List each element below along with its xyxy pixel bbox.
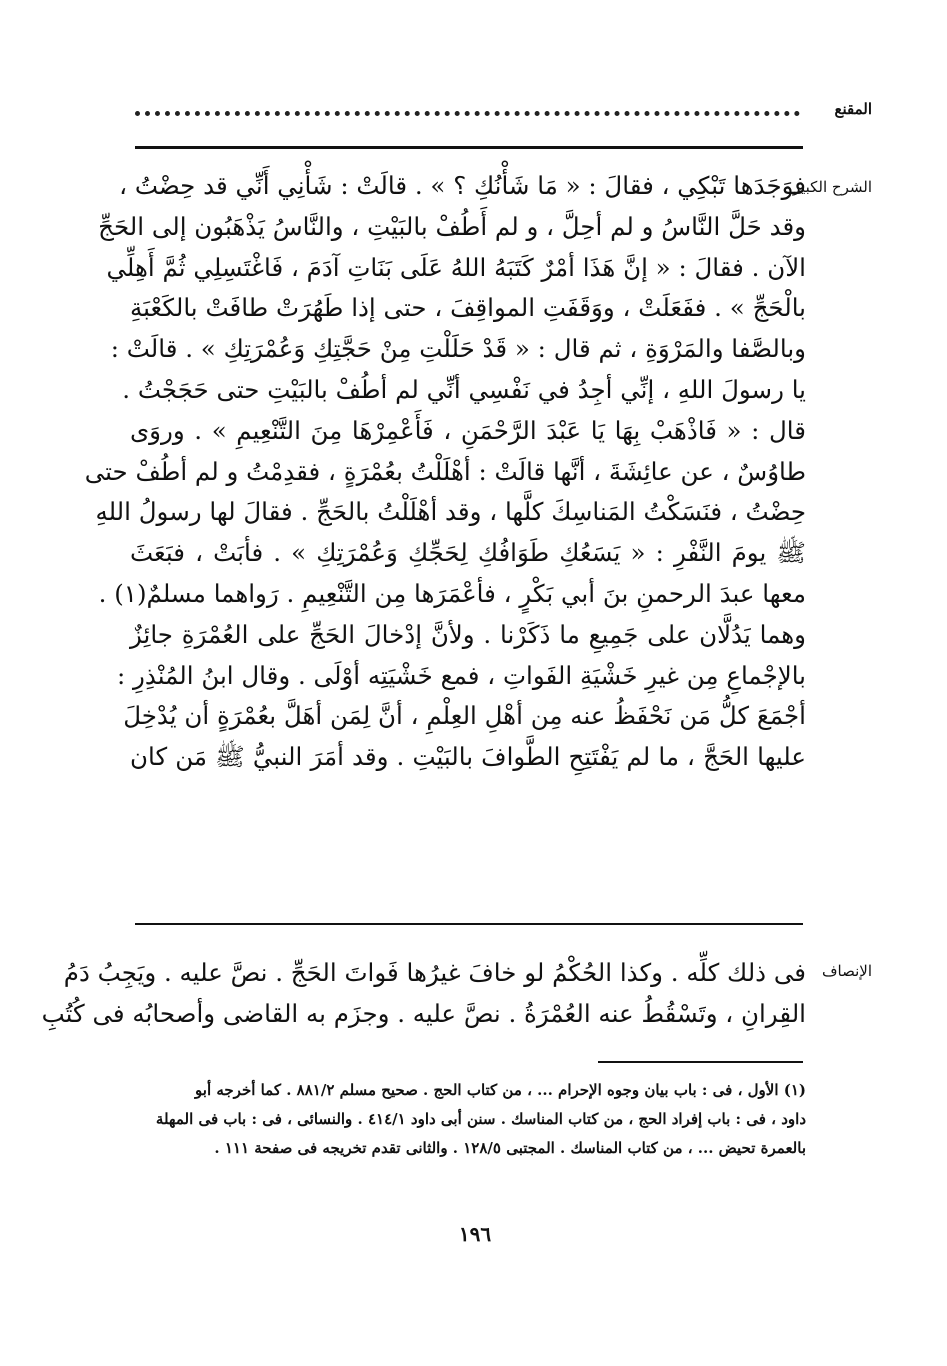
main-line: طاوُسٌ ، عن عائِشَةَ ، أنَّها قالَتْ : أهْلَلْتُ بعُمْرَةٍ ، فقدِمْتُ و لم أطُفْ حتى xyxy=(84,456,806,486)
insaf-line: القِرانِ ، وتَسْقُطُ عنه العُمْرَةُ . نصَّ عليه . وجزَم به القاضى وأصحابُه فى كُتُبِ xyxy=(41,999,806,1028)
header-dotted-rule xyxy=(135,104,800,116)
page-number: ١٩٦ xyxy=(458,1222,492,1246)
main-line: حِضْتُ ، فنَسَكْتُ المَناسِكَ كلَّها ، وقد أهْلَلْتُ بالحَجِّ . فقالَ لها رسولُ اللهِ xyxy=(95,497,806,527)
footnote-line: بالعمرة تحيض ... ، من كتاب المناسك . المجتبى ١٢٨/٥ . والثانى تقدم تخريجه فى صفحة ١١١ . xyxy=(214,1139,806,1157)
main-line: وقد حَلَّ النَّاسُ و لم أحِلَّ ، و لم أَطُفْ بالبَيْتِ ، والنَّاسُ يَذْهَبُون إلى الحَجِّ xyxy=(98,211,806,241)
footnote-line: (١) الأول ، فى : باب بيان وجوه الإحرام ... ، من كتاب الحج . صحيح مسلم ٨٨١/٢ . كما أخرجه أبو xyxy=(195,1081,806,1099)
main-line: معها عبدَ الرحمنِ بنَ أبي بَكْرٍ ، فأعْمَرَها مِن التَّنْعِيمِ . رَواهما مسلمٌ(١) . xyxy=(98,578,806,608)
main-line: أجْمَعَ كلُّ مَن نَحْفَظُ عنه مِن أهْلِ العِلْمِ ، أنَّ لِمَن أهَلَّ بعُمْرَةٍ أن يُدْخِلَ xyxy=(123,701,806,731)
main-line: عليها الحَجَّ ، ما لم يَفْتَتِحِ الطَّوافَ بالبَيْتِ . وقد أمَرَ النبيُّ ﷺ مَن كان xyxy=(130,742,806,772)
running-header-title: المقنع xyxy=(834,100,872,118)
main-line: قال : « فَاذْهَبْ بِهَا يَا عَبْدَ الرَّحْمَنِ ، فَأَعْمِرْهَا مِنَ التَّنْعِيمِ » . وروَى xyxy=(130,415,806,445)
main-line: وهما يَدُلَّان على جَمِيعِ ما ذَكَرْنا . ولأنَّ إدْخالَ الحَجِّ على العُمْرَةِ جائِزٌ xyxy=(130,619,806,649)
insaf-line: فى ذلك كلِّه . وكذا الحُكْمُ لو خافَ غيرُها فَواتَ الحَجِّ . نصَّ عليه . ويَجِبُ دَمُ xyxy=(63,958,806,987)
section-divider-rule xyxy=(135,923,803,925)
top-rule xyxy=(135,146,803,149)
sharh-section-label: الشرح الكبير xyxy=(792,178,872,196)
footnote-rule xyxy=(598,1061,803,1063)
main-line: بالْحَجِّ » . ففَعَلَتْ ، ووَقَفَتِ المواقِفَ ، حتى إذا طَهُرَتْ طافَتْ بالكَعْبَةِ xyxy=(130,293,806,323)
main-text-block xyxy=(84,166,806,778)
insaf-text-block xyxy=(41,952,806,1034)
main-line: فوَجَدَها تَبْكِي ، فقالَ : « مَا شَأْنُكِ ؟ » . قالَتْ : شَأْنِي أَنِّي قد حِضْتُ ، xyxy=(119,171,806,200)
footnote-line: داود ، فى : باب إفراد الحج ، من كتاب المناسك . سنن أبى داود ٤١٤/١ . والنسائى ، فى : باب فى المهلة xyxy=(155,1110,806,1128)
main-line: ﷺ يومَ النَّفْرِ : « يَسَعُكِ طَوَافُكِ لِحَجِّكِ وَعُمْرَتِكِ » . فأبَتْ ، فبَعَثَ xyxy=(130,538,806,568)
insaf-section-label: الإنصاف xyxy=(821,962,872,980)
main-line: بالإجْماعِ مِن غيرِ خَشْيَةِ الفَواتِ ، فمع خَشْيَتِه أوْلَى . وقال ابنُ المُنْذِرِ : xyxy=(116,660,806,690)
main-line: يا رسولَ اللهِ ، إنِّي أجِدُ في نَفْسِي أنِّي لم أطُفْ بالبَيْتِ حتى حَجَجْتُ . xyxy=(122,374,806,404)
main-line: وبالصَّفا والمَرْوَةِ ، ثم قال : « قَدْ حَلَلْتِ مِنْ حَجَّتِكِ وَعُمْرَتِكِ » . قالَتْ : xyxy=(110,334,806,364)
footnote-block xyxy=(130,1076,806,1163)
main-line: الآن . فقالَ : « إنَّ هَذَا أمْرٌ كَتَبَهُ اللهُ عَلَى بَنَاتِ آدَمَ ، فَاغْتَسِلِي ثُمَّ أَهِلِّي xyxy=(106,252,806,282)
